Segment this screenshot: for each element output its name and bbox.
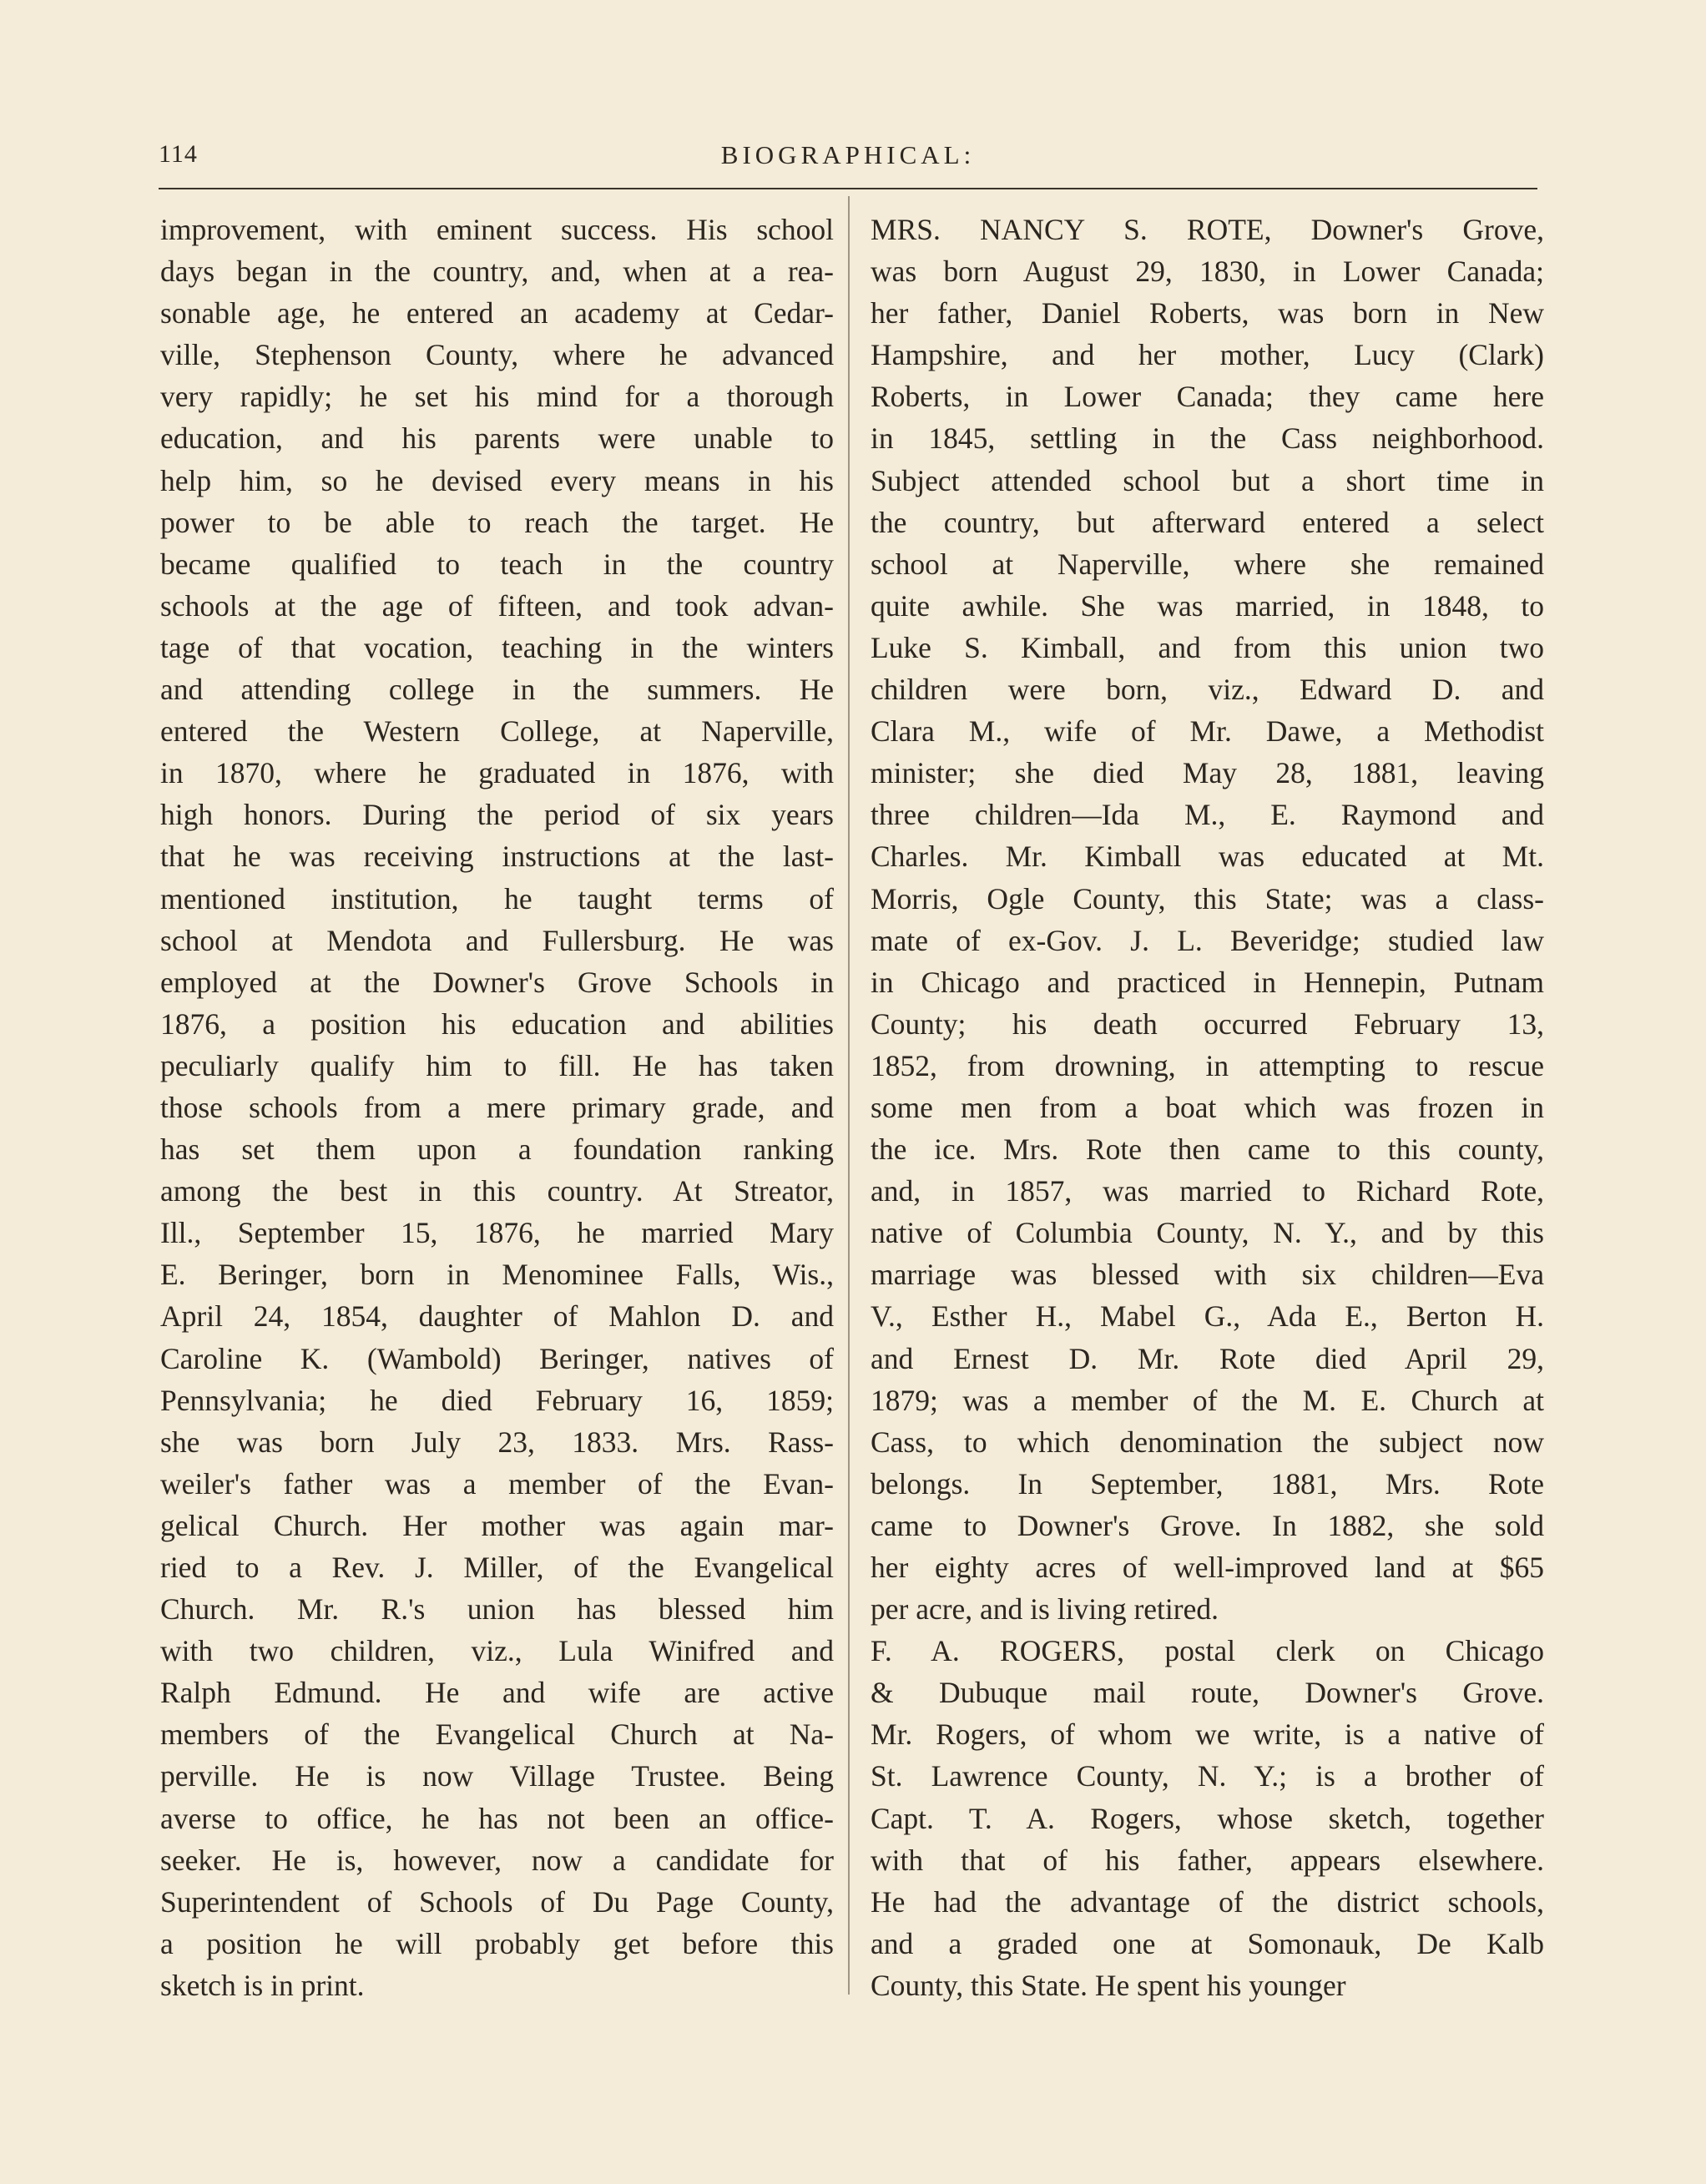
text-line: & Dubuque mail route, Downer's Grove. xyxy=(871,1676,1544,1710)
text-line: employed at the Downer's Grove Schools in xyxy=(160,965,834,999)
text-line: Ill., September 15, 1876, he married Mary xyxy=(160,1216,834,1250)
text-line: tage of that vocation, teaching in the winters xyxy=(160,630,834,664)
text-line: E. Beringer, born in Menominee Falls, Wis., xyxy=(160,1258,834,1292)
text-line: and, in 1857, was married to Richard Rote, xyxy=(871,1174,1544,1208)
text-line: was born August 29, 1830, in Lower Canada; xyxy=(871,255,1544,289)
text-line: F. A. ROGERS, postal clerk on Chicago xyxy=(871,1634,1544,1668)
text-line: per acre, and is living retired. xyxy=(871,1592,1219,1627)
text-line: He had the advantage of the district schools, xyxy=(871,1884,1544,1919)
text-line: Caroline K. (Wambold) Beringer, natives of xyxy=(160,1341,834,1375)
text-line: her father, Daniel Roberts, was born in New xyxy=(871,296,1544,330)
text-line: a position he will probably get before this xyxy=(160,1926,834,1960)
text-line: April 24, 1854, daughter of Mahlon D. and xyxy=(160,1299,834,1334)
text-line: Roberts, in Lower Canada; they came here xyxy=(871,380,1544,414)
text-line: Superintendent of Schools of Du Page County, xyxy=(160,1884,834,1919)
text-line: Pennsylvania; he died February 16, 1859; xyxy=(160,1383,834,1417)
text-line: with that of his father, appears elsewhere. xyxy=(871,1843,1544,1877)
text-line: perville. He is now Village Trustee. Being xyxy=(160,1759,834,1793)
text-line: and a graded one at Somonauk, De Kalb xyxy=(871,1926,1544,1960)
text-line: in 1870, where he graduated in 1876, with xyxy=(160,756,834,790)
left-column xyxy=(160,209,834,2006)
text-line: averse to office, he has not been an office- xyxy=(160,1801,834,1835)
text-line: among the best in this country. At Streator, xyxy=(160,1174,834,1208)
column-divider xyxy=(848,196,850,1995)
text-line: mate of ex-Gov. J. L. Beveridge; studied law xyxy=(871,923,1544,957)
text-line: Church. Mr. R.'s union has blessed him xyxy=(160,1592,834,1627)
text-line: school at Mendota and Fullersburg. He was xyxy=(160,923,834,957)
text-line: minister; she died May 28, 1881, leaving xyxy=(871,756,1544,790)
text-line: Ralph Edmund. He and wife are active xyxy=(160,1676,834,1710)
text-line: Morris, Ogle County, this State; was a class- xyxy=(871,881,1544,915)
text-line: Mr. Rogers, of whom we write, is a native of xyxy=(871,1717,1544,1752)
page-number: 114 xyxy=(159,140,198,168)
right-column xyxy=(871,209,1544,2006)
text-line: 1852, from drowning, in attempting to rescue xyxy=(871,1048,1544,1082)
text-line: power to be able to reach the target. He xyxy=(160,505,834,539)
text-line: 1879; was a member of the M. E. Church at xyxy=(871,1383,1544,1417)
text-line: ried to a Rev. J. Miller, of the Evangelical xyxy=(160,1551,834,1584)
text-line: marriage was blessed with six children—Eva xyxy=(871,1258,1544,1292)
text-line: seeker. He is, however, now a candidate for xyxy=(160,1843,834,1877)
text-line: she was born July 23, 1833. Mrs. Rass- xyxy=(160,1425,834,1459)
text-line: help him, so he devised every means in his xyxy=(160,463,834,497)
text-line: St. Lawrence County, N. Y.; is a brother of xyxy=(871,1759,1544,1793)
text-line: Luke S. Kimball, and from this union two xyxy=(871,630,1544,664)
text-line: her eighty acres of well-improved land at $65 xyxy=(871,1551,1544,1584)
text-line: has set them upon a foundation ranking xyxy=(160,1132,834,1167)
text-line: 1876, a position his education and abilities xyxy=(160,1006,834,1041)
header-rule xyxy=(159,188,1537,189)
text-line: the ice. Mrs. Rote then came to this county, xyxy=(871,1132,1544,1167)
text-line: Cass, to which denomination the subject now xyxy=(871,1425,1544,1459)
text-line: sonable age, he entered an academy at Cedar- xyxy=(160,296,834,330)
text-line: quite awhile. She was married, in 1848, to xyxy=(871,588,1544,623)
text-line: native of Columbia County, N. Y., and by this xyxy=(871,1216,1544,1250)
text-line: MRS. NANCY S. ROTE, Downer's Grove, xyxy=(871,213,1544,246)
text-line: some men from a boat which was frozen in xyxy=(871,1090,1544,1124)
text-line: in Chicago and practiced in Hennepin, Putnam xyxy=(871,965,1544,999)
text-line: improvement, with eminent success. His school xyxy=(160,213,834,246)
text-line: with two children, viz., Lula Winifred and xyxy=(160,1634,834,1668)
text-line: the country, but afterward entered a select xyxy=(871,505,1544,539)
text-line: weiler's father was a member of the Evan- xyxy=(160,1466,834,1501)
text-line: Hampshire, and her mother, Lucy (Clark) xyxy=(871,338,1544,372)
text-line: came to Downer's Grove. In 1882, she sold xyxy=(871,1508,1544,1542)
text-line: in 1845, settling in the Cass neighborhood. xyxy=(871,421,1544,456)
text-line: County, this State. He spent his younger xyxy=(871,1968,1346,2002)
text-line: entered the Western College, at Naperville, xyxy=(160,714,834,749)
text-line: mentioned institution, he taught terms of xyxy=(160,881,834,915)
text-line: members of the Evangelical Church at Na- xyxy=(160,1717,834,1752)
text-line: belongs. In September, 1881, Mrs. Rote xyxy=(871,1466,1544,1501)
text-line: County; his death occurred February 13, xyxy=(871,1006,1544,1041)
text-line: and Ernest D. Mr. Rote died April 29, xyxy=(871,1341,1544,1375)
text-line: became qualified to teach in the country xyxy=(160,547,834,581)
text-line: sketch is in print. xyxy=(160,1968,365,2002)
text-line: high honors. During the period of six years xyxy=(160,798,834,832)
text-line: three children—Ida M., E. Raymond and xyxy=(871,798,1544,832)
text-line: schools at the age of fifteen, and took advan- xyxy=(160,588,834,623)
text-line: gelical Church. Her mother was again mar- xyxy=(160,1508,834,1542)
text-line: that he was receiving instructions at the last- xyxy=(160,840,834,874)
text-line: education, and his parents were unable to xyxy=(160,421,834,456)
text-line: those schools from a mere primary grade, and xyxy=(160,1090,834,1124)
text-line: Capt. T. A. Rogers, whose sketch, together xyxy=(871,1801,1544,1835)
text-line: peculiarly qualify him to fill. He has taken xyxy=(160,1048,834,1082)
text-line: Clara M., wife of Mr. Dawe, a Methodist xyxy=(871,714,1544,749)
text-line: V., Esther H., Mabel G., Ada E., Berton H. xyxy=(871,1299,1544,1334)
text-line: very rapidly; he set his mind for a thorough xyxy=(160,380,834,414)
text-line: Charles. Mr. Kimball was educated at Mt. xyxy=(871,840,1544,874)
page-header xyxy=(159,140,1537,182)
running-head: BIOGRAPHICAL: xyxy=(720,140,976,169)
text-line: ville, Stephenson County, where he advanced xyxy=(160,338,834,372)
text-line: and attending college in the summers. He xyxy=(160,673,834,707)
text-line: school at Naperville, where she remained xyxy=(871,547,1544,581)
text-line: days began in the country, and, when at a rea- xyxy=(160,255,834,289)
text-line: children were born, viz., Edward D. and xyxy=(871,673,1544,707)
text-line: Subject attended school but a short time in xyxy=(871,463,1544,497)
